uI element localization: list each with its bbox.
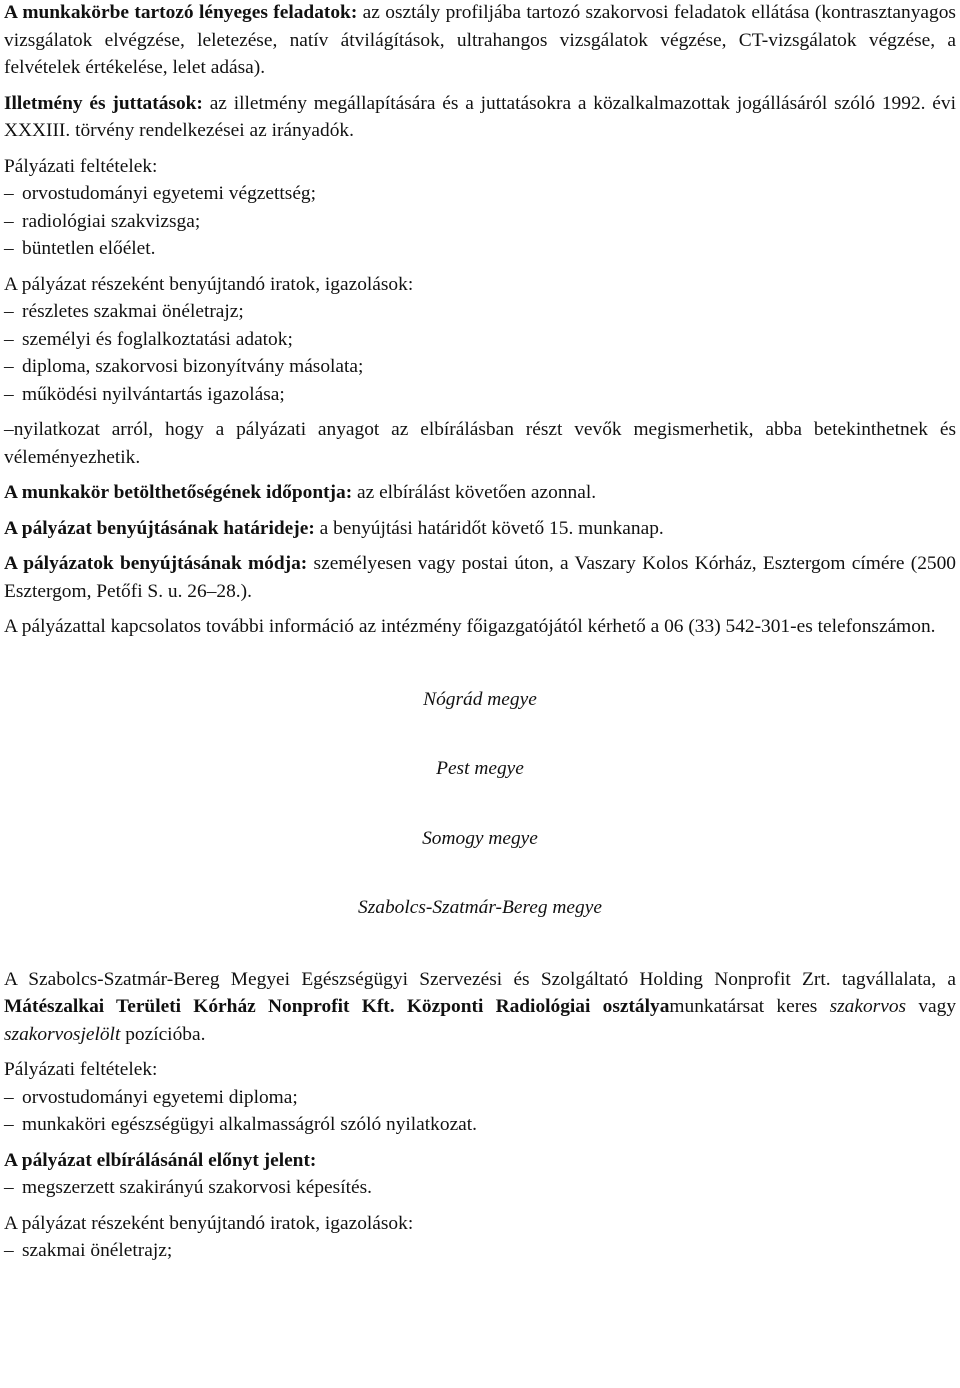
start-text: az elbírálást követően azonnal. xyxy=(352,482,597,503)
list-item: – orvostudományi egyetemi végzettség; xyxy=(4,183,317,204)
list-item: – munkaköri egészségügyi alkalmasságról szóló nyilatkozat. xyxy=(4,1114,478,1135)
documents-heading: A pályázat részeként benyújtandó iratok, igazolások: xyxy=(4,273,414,295)
list-item: – büntetlen előélet. xyxy=(4,238,156,259)
list-item: – orvostudományi egyetemi diploma; xyxy=(4,1086,298,1108)
duties-text: az osztály profiljába tartozó szakorvosi feladatok ellátása (kontrasztanyagos vizsgálatok elvégzése, leletezése, natív átvilágítások, ultrahangos vizsgálatok végzése, CT-vizsgálatok végzése, a felvételek értékelése, lelet adása). xyxy=(4,2,956,78)
duties-paragraph xyxy=(4,0,956,82)
conditions2-heading: Pályázati feltételek: xyxy=(4,1059,158,1080)
county-heading-szabolcs: Szabolcs-Szatmár-Bereg megye xyxy=(358,897,602,918)
intro-paragraph: A Szabolcs-Szatmár-Bereg Megyei Egészségügyi Szervezési és Szolgáltató Holding Nonprofit Zrt. tagvállalata, a Mátészalkai Területi Kórház Nonprofit Kft. Központi Radiológiai osztályamunkatársat keres szakorvos vagy szakorvosjelölt pozícióba. xyxy=(4,968,957,1045)
list-item: –nyilatkozat arról, hogy a pályázati anyagot az elbírálásban részt vevők megismerhetik, abba betekinthetnek és véleményezhetik. xyxy=(4,419,956,468)
conditions-heading: Pályázati feltételek: xyxy=(4,155,158,177)
info-paragraph: A pályázattal kapcsolatos további információ az intézmény főigazgatójától kérhető a 06 (33) 542-301-es telefonszámon. xyxy=(4,616,936,637)
deadline-paragraph xyxy=(4,515,956,543)
list-item: – személyi és foglalkoztatási adatok; xyxy=(4,328,293,350)
deadline-text: a benyújtási határidőt követő 15. munkanap. xyxy=(314,517,664,539)
deadline-label: A pályázat benyújtásának határideje: xyxy=(4,517,315,539)
duties-label: A munkakörbe tartozó lényeges feladatok: xyxy=(4,2,358,23)
county-heading-somogy: Somogy megye xyxy=(422,827,538,849)
salary-label: Illetmény és juttatások: xyxy=(4,92,203,114)
start-paragraph xyxy=(4,479,956,507)
list-item: – szakmai önéletrajz; xyxy=(4,1240,173,1261)
method-label: A pályázatok benyújtásának módja: xyxy=(4,553,308,574)
list-item: – működési nyilvántartás igazolása; xyxy=(4,383,285,405)
county-heading-nograd: Nógrád megye xyxy=(423,688,537,710)
salary-text: az illetmény megállapítására és a juttatásokra a közalkalmazottak jogállásáról szóló 1992. évi XXXIII. törvény rendelkezései az irányadók. xyxy=(4,92,956,141)
list-item: – részletes szakmai önéletrajz; xyxy=(4,301,244,322)
method-text: személyesen vagy postai úton, a Vaszary Kolos Kórház, Esztergom címére (2500 Esztergom, Petőfi S. u. 26–28.). xyxy=(4,553,956,602)
list-item: – radiológiai szakvizsga; xyxy=(4,210,201,232)
salary-paragraph xyxy=(4,90,956,145)
method-paragraph xyxy=(4,550,956,605)
list-item: – diploma, szakorvosi bizonyítvány másolata; xyxy=(4,356,364,377)
documents2-heading: A pályázat részeként benyújtandó iratok, igazolások: xyxy=(4,1212,414,1234)
county-heading-pest: Pest megye xyxy=(436,758,524,779)
list-item: – megszerzett szakirányú szakorvosi képesítés. xyxy=(4,1177,372,1198)
document-page xyxy=(4,0,956,1265)
start-label: A munkakör betölthetőségének időpontja: xyxy=(4,482,353,503)
advantage-heading: A pályázat elbírálásánál előnyt jelent: xyxy=(4,1149,317,1171)
